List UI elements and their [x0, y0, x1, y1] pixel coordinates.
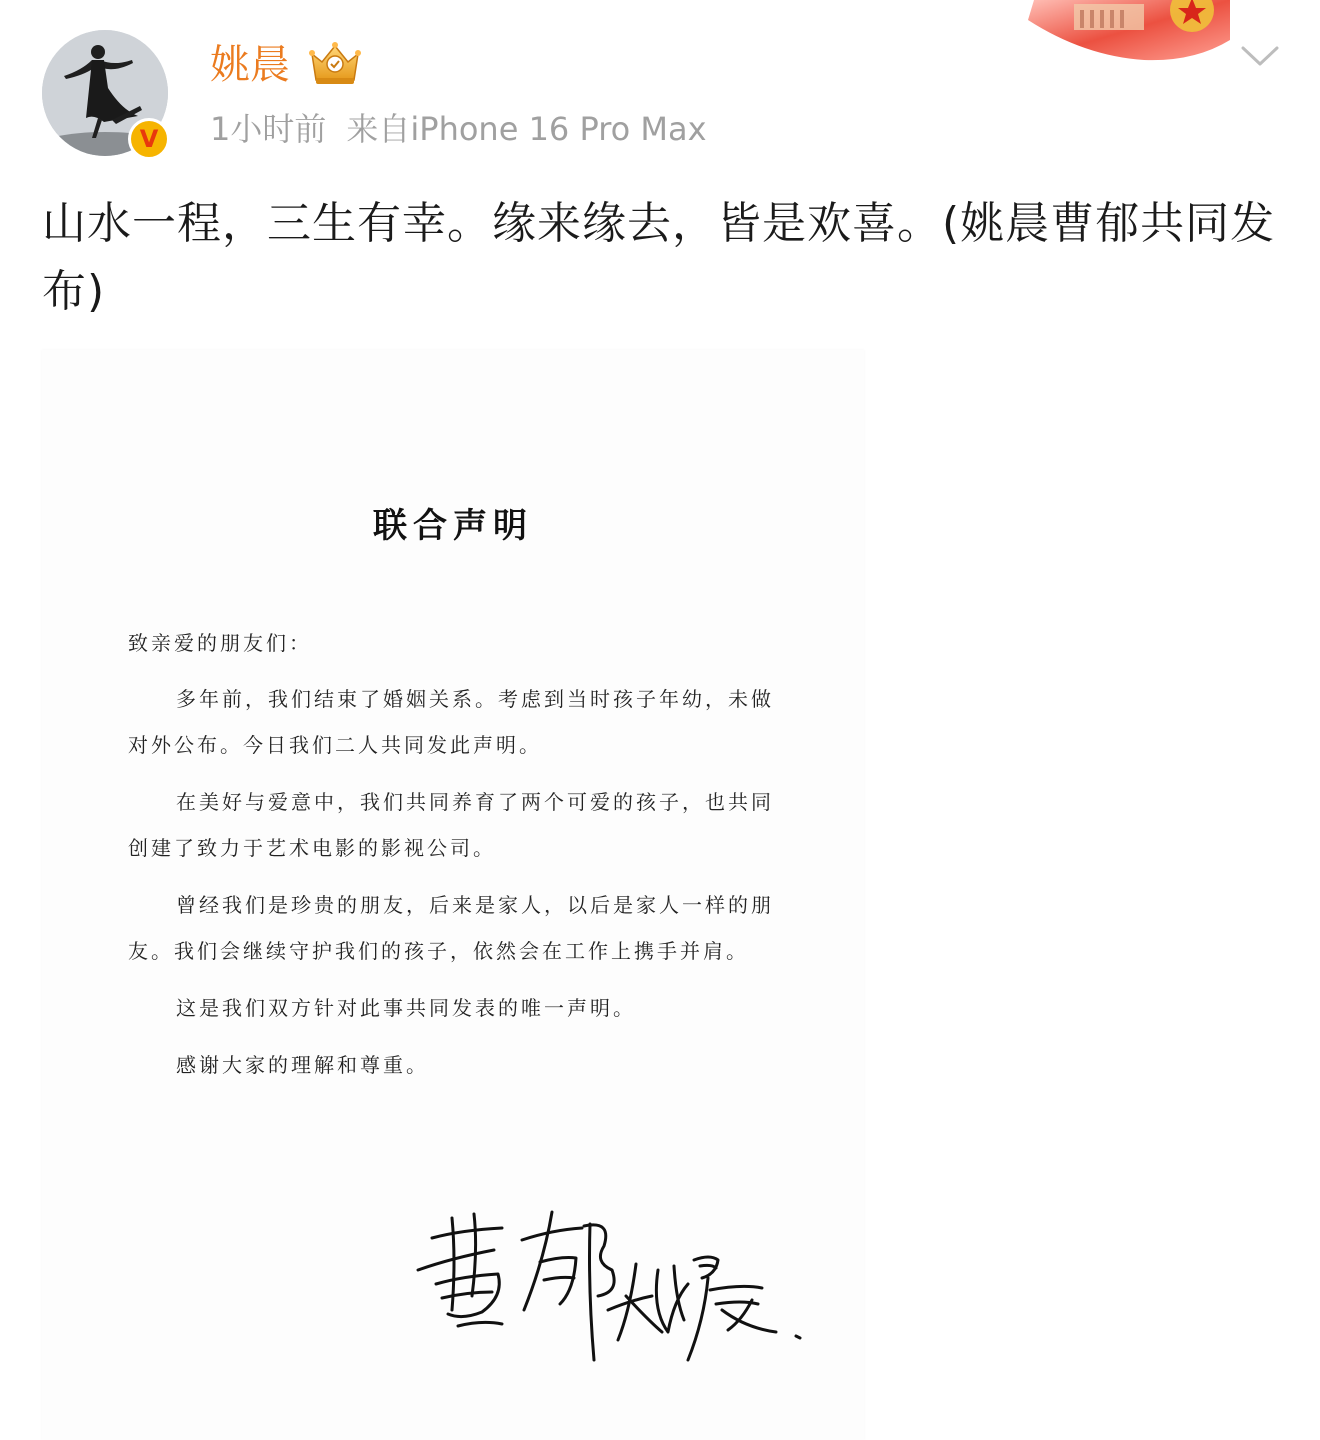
statement-paragraph: 曾经我们是珍贵的朋友，后来是家人，以后是家人一样的朋友。我们会继续守护我们的孩子，依然会在工作上携手并肩。	[128, 893, 774, 963]
statement-paragraph: 在美好与爱意中，我们共同养育了两个可爱的孩子，也共同创建了致力于艺术电影的影视公司。	[128, 790, 774, 860]
chevron-down-icon[interactable]	[1240, 40, 1280, 70]
username[interactable]: 姚晨	[210, 42, 290, 88]
statement-paragraph: 多年前，我们结束了婚姻关系。考虑到当时孩子年幼，未做对外公布。今日我们二人共同发此声明。	[128, 687, 774, 757]
crown-member-icon[interactable]	[306, 40, 364, 88]
statement-title: 联合声明	[373, 506, 533, 546]
festival-decoration-icon	[1024, 0, 1234, 68]
statement-body	[128, 620, 774, 1099]
post-text: 山水一程，三生有幸。缘来缘去，皆是欢喜。(姚晨曹郁共同发布)	[42, 198, 1276, 317]
handwritten-signatures	[412, 1200, 822, 1370]
verified-icon: V	[128, 118, 170, 160]
post-meta	[210, 108, 707, 150]
statement-greeting: 致亲爱的朋友们：	[128, 631, 312, 655]
post-time: 1小时前	[210, 110, 327, 148]
statement-paragraph: 感谢大家的理解和尊重。	[176, 1053, 429, 1077]
statement-paragraph: 这是我们双方针对此事共同发表的唯一声明。	[176, 996, 636, 1020]
post-image-statement[interactable]	[42, 350, 864, 1440]
post-source: 来自iPhone 16 Pro Max	[346, 110, 707, 148]
